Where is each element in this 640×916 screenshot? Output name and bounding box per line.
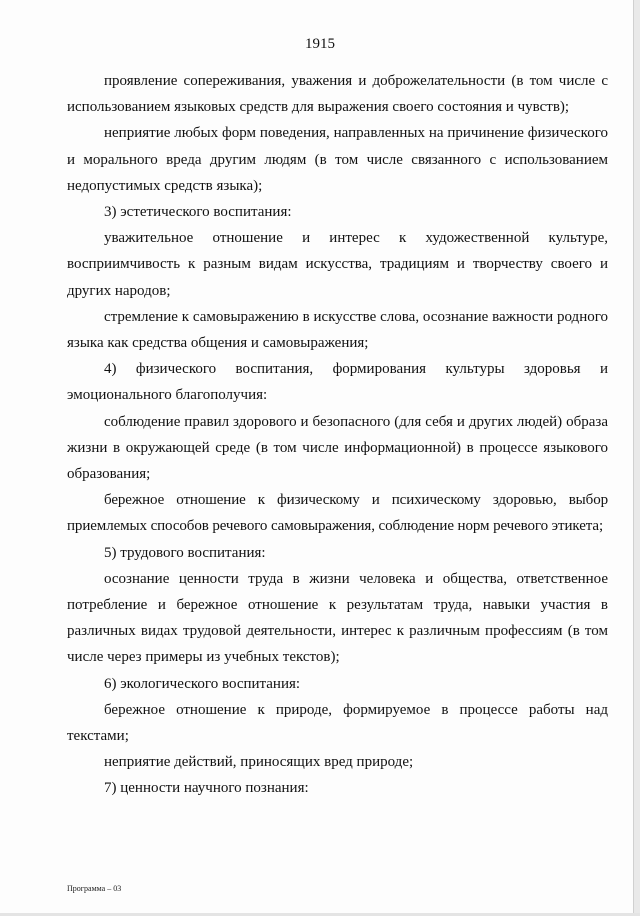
heading-physical-education: 4) физического воспитания, формирования культуры здоровья и эмоционального благополучия: <box>67 361 608 404</box>
heading-aesthetic-education: 3) эстетического воспитания: <box>104 204 292 221</box>
paragraph-rejection-of-harm: неприятие любых форм поведения, направленных на причинение физического и морального вреда другим людям (в том числе связанного с использованием недопустимых средств языка); <box>67 125 608 194</box>
paragraph-value-of-labour: осознание ценности труда в жизни человека и общества, ответственное потребление и бережное отношение к результатам труда, навыки участия в различных видах трудовой деятельности, интерес к различным профессиям (в том числе через примеры из учебных текстов); <box>67 570 608 666</box>
scan-edge-right <box>633 0 640 916</box>
heading-scientific-knowledge: 7) ценности научного познания: <box>104 780 309 797</box>
paragraph-care-for-nature: бережное отношение к природе, формируемое в процессе работы над текстами; <box>67 701 608 745</box>
heading-ecological-education: 6) экологического воспитания: <box>104 675 301 692</box>
paragraph-healthy-lifestyle: соблюдение правил здорового и безопасного (для себя и других людей) образа жизни в окружающей среде (в том числе информационной) в процессе языкового образования; <box>67 413 608 483</box>
paragraph-empathy: проявление сопереживания, уважения и доброжелательности (в том числе с использованием языковых средств для выражения своего состояния и чувств); <box>67 73 608 116</box>
heading-labour-education: 5) трудового воспитания: <box>104 544 266 561</box>
footer-program-label: Программа – 03 <box>67 884 122 893</box>
document-body <box>67 68 608 802</box>
page-number: 1915 <box>305 36 335 52</box>
paragraph-rejection-of-harm-to-nature: неприятие действий, приносящих вред природе; <box>104 754 414 771</box>
paragraph-respect-for-culture: уважительное отношение и интерес к художественной культуре, восприимчивость к разным видам искусства, традициям и творчеству своего и других народов; <box>67 230 608 299</box>
paragraph-self-expression: стремление к самовыражению в искусстве слова, осознание важности родного языка как средства общения и самовыражения; <box>67 308 608 352</box>
paragraph-care-for-health: бережное отношение к физическому и психическому здоровью, выбор приемлемых способов речевого самовыражения, соблюдение норм речевого этикета; <box>67 492 608 535</box>
